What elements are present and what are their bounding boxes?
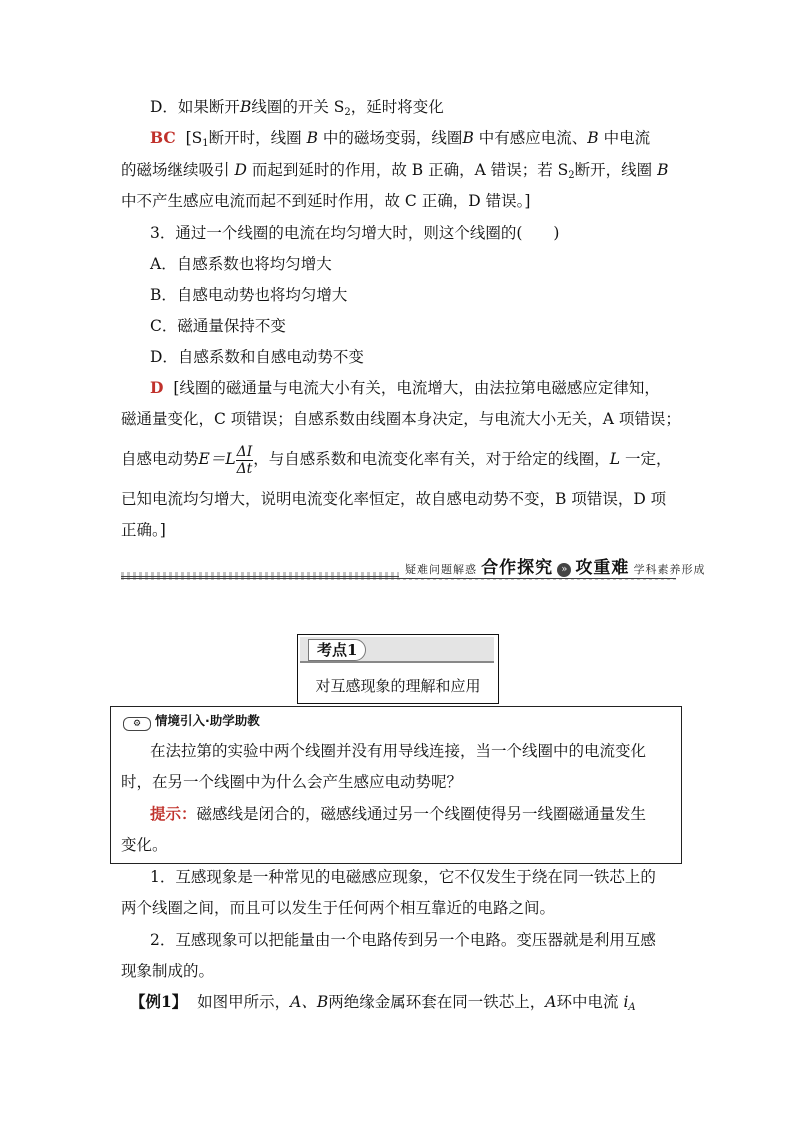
section-divider [121, 558, 706, 581]
formula-emf: E＝L [198, 450, 236, 468]
kaodian-header [300, 637, 494, 663]
kaodian-tag: 考点1 [308, 639, 366, 661]
kaodian-title: 对互感现象的理解和应用 [315, 677, 481, 695]
option-d-q2: D．如果断开B线圈的开关 $S_2$，延时将变化 [150, 98, 444, 118]
fraction-di-dt: $\frac{\Delta I}{\Delta t}$ [236, 443, 253, 477]
explanation-line: 正确。] [121, 521, 166, 539]
question-stem-q3: 3．通过一个线圈的电流在均匀增大时，则这个线圈的( ) [150, 224, 560, 242]
double-arrow-icon: » [557, 563, 571, 577]
context-question: 时，在另一个线圈中为什么会产生感应电动势呢？ [121, 773, 463, 791]
point-1: 两个线圈之间，而且可以发生于任何两个相互靠近的电路之间。 [121, 899, 556, 917]
point-2: 2．互感现象可以把能量由一个电路传到另一个电路。变压器就是利用互感 [150, 931, 656, 949]
gear-icon: ⚙ [123, 717, 151, 731]
answer-explanation-q3: D [线圈的磁通量与电流大小有关，电流增大，由法拉第电磁感应定律知， [150, 378, 660, 397]
example-label: 【例1】 [130, 992, 188, 1011]
explanation-line: 的磁场继续吸引 D 而起到延时的作用，故 B 正确，A 错误；若 $S_2$断开，线圈 B [121, 161, 669, 181]
explanation-line-formula: 自感电动势E＝L $\frac{\Delta I}{\Delta t}$ ，与自感系数和电流变化率有关，对于给定的线圈，L 一定， [121, 443, 672, 477]
example-1: 【例1】 如图甲所示，A、B两绝缘金属环套在同一铁芯上，A环中电流 $i_A$ [130, 992, 636, 1013]
divider-label: 疑难问题解惑 合作探究 » 攻重难 学科素养形成 [399, 553, 712, 578]
context-hint: 提示：磁感线是闭合的，磁感线通过另一个线圈使得另一线圈磁通量发生 [150, 804, 647, 823]
option-d-q3: D．自感系数和自感电动势不变 [150, 348, 364, 366]
explanation-line: 中不产生感应电流而起不到延时作用，故 C 正确，D 错误。] [121, 192, 531, 210]
option-b-q3: B．自感电动势也将均匀增大 [150, 286, 348, 304]
option-a-q3: A．自感系数也将均匀增大 [150, 255, 332, 273]
explanation-line: 已知电流均匀增大，说明电流变化率恒定，故自感电动势不变，B 项错误，D 项 [121, 490, 667, 508]
context-question: 在法拉第的实验中两个线圈并没有用导线连接，当一个线圈中的电流变化 [150, 742, 647, 760]
answer-q3: D [150, 378, 164, 397]
explanation-line: 磁通量变化，C 项错误；自感系数由线圈本身决定，与电流大小无关，A 项错误； [121, 410, 681, 428]
answer-q2: BC [150, 128, 176, 147]
option-c-q3: C．磁通量保持不变 [150, 317, 286, 335]
answer-explanation-q2: BC [$S_1$断开时，线圈 B 中的磁场变弱，线圈B 中有感应电流、B 中电流 [150, 128, 651, 149]
hint-label: 提示： [150, 804, 197, 823]
context-hint: 变化。 [121, 836, 168, 854]
point-2: 现象制成的。 [121, 962, 215, 980]
context-header: ⚙ 情境引入·助学助教 [123, 711, 260, 731]
kaodian-box [297, 634, 499, 704]
point-1: 1．互感现象是一种常见的电磁感应现象，它不仅发生于绕在同一铁芯上的 [150, 868, 656, 886]
